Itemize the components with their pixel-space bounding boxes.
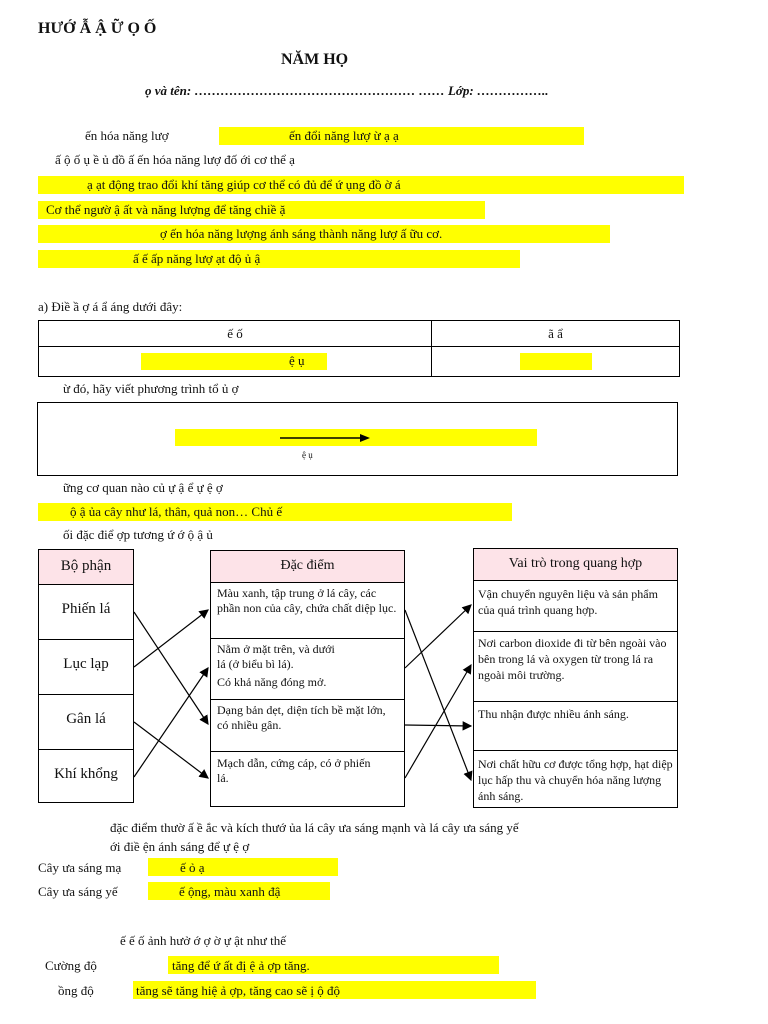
- answer-text: ạ ạt động trao đổi khí tăng giúp cơ thể có đủ để ứ ụng đồ ờ á: [87, 177, 401, 192]
- plants-question: đặc điểm thườ ấ ề ắc và kích thướ ủa lá cây ưa sáng mạnh và lá cây ưa sáng yế: [110, 820, 519, 835]
- match-arrow: [134, 610, 208, 667]
- weak-light-label: Cây ưa sáng yế: [38, 884, 118, 899]
- feature-text: Màu xanh, tập trung ở lá cây, các phần non của cây, chứa chất diệp lục.: [217, 586, 397, 615]
- match-arrow: [405, 725, 471, 726]
- match-arrow: [405, 610, 471, 780]
- answer-text: ế ộng, màu xanh đậ: [179, 884, 281, 899]
- plants-question-cont: ới điề ện ánh sáng để ự ệ ợ: [110, 839, 250, 854]
- section-a-intro: a) Điề ầ ợ á ẩ áng dưới đây:: [38, 299, 183, 314]
- match-arrow: [134, 668, 208, 777]
- concentration-label: ồng độ: [58, 983, 94, 998]
- answer-text: Cơ thể ngườ ậ ất và năng lượng để tăng chiề ặ: [46, 202, 286, 217]
- part-label: Phiến lá: [61, 601, 111, 617]
- equation-condition: ệ ụ: [302, 450, 313, 460]
- answer-text: ến đổi năng lượ ừ ạ ạ: [289, 128, 399, 143]
- role-text: Nơi carbon dioxide đi từ bên ngoài vào bên trong lá và oxygen từ trong lá ra ngoài môi trường.: [478, 636, 667, 682]
- answer-text: tăng sẽ tăng hiệ ả ợp, tăng cao sẽ ị ộ độ: [136, 983, 340, 998]
- table-header-right: ã ẩ: [432, 321, 680, 347]
- feature-text: Dạng bản dẹt, diện tích bề mặt lớn, có nhiều gân.: [217, 703, 386, 732]
- organs-question: ững cơ quan nào củ ự ậ ể ự ệ ợ: [63, 480, 223, 495]
- question-text: ấ ộ ố ụ ề ủ đồ ấ ến hóa năng lượ đố ới cơ thể ạ: [55, 152, 295, 167]
- table-header-left: ế ố: [39, 321, 432, 347]
- part-label: Lục lạp: [63, 656, 109, 672]
- answer-text: ấ ế ấp năng lượ ạt độ ủ ậ: [133, 251, 261, 266]
- role-text: Vận chuyển nguyên liệu và sản phẩm của quá trình quang hợp.: [478, 587, 658, 617]
- feature-text: Nằm ở mặt trên, và dưới lá (ở biểu bì lá).: [217, 642, 335, 671]
- answer-text: ộ ậ ủa cây như lá, thân, quả non… Chủ ế: [70, 504, 283, 519]
- answer-text: tăng để ứ ất đị ệ ả ợp tăng.: [172, 958, 310, 973]
- match-arrow: [405, 665, 471, 778]
- answer-text: ế ỏ ạ: [180, 860, 205, 875]
- match-arrow: [134, 612, 208, 724]
- part-label: Gân lá: [66, 711, 106, 727]
- role-text: Thu nhận được nhiều ánh sáng.: [478, 707, 629, 721]
- title-line-2: NĂM HỌ: [281, 51, 349, 68]
- student-info-line: ọ và tên: …………………………………………… …… Lớp: ……………..: [145, 83, 549, 98]
- intro-text: ến hóa năng lượ: [85, 128, 169, 143]
- factors-question: ế ế ố ảnh hưở ớ ợ ờ ự ật như thế: [120, 933, 286, 948]
- strong-light-label: Cây ưa sáng mạ: [38, 860, 122, 875]
- col3-header: Vai trò trong quang hợp: [508, 556, 643, 571]
- match-arrow: [134, 722, 208, 778]
- col2-header: Đặc điểm: [280, 558, 335, 573]
- title-line-1: HƯỚ Ẫ Ậ Ữ Ọ Ố: [38, 20, 157, 37]
- feature-text: Mạch dẫn, cứng cáp, có ở phiến lá.: [217, 756, 371, 785]
- col1-header: Bộ phận: [60, 558, 112, 574]
- equation-prompt: ừ đó, hãy viết phương trình tổ ủ ợ: [63, 381, 239, 396]
- matching-instruction: ối đặc điể ợp tương ứ ớ ộ ậ ủ: [63, 527, 213, 542]
- intensity-label: Cường độ: [45, 958, 97, 973]
- answer-text: ệ ụ: [289, 353, 305, 368]
- answer-text: ợ ến hóa năng lượng ánh sáng thành năng lượ ấ ữu cơ.: [160, 226, 443, 241]
- answer-highlight: [148, 858, 338, 876]
- part-label: Khí khổng: [54, 766, 118, 782]
- feature-text: Có khả năng đóng mở.: [217, 675, 327, 689]
- role-text: Nơi chất hữu cơ được tổng hợp, hạt diệp lục hấp thu và chuyển hóa năng lượng ánh sáng.: [478, 757, 673, 803]
